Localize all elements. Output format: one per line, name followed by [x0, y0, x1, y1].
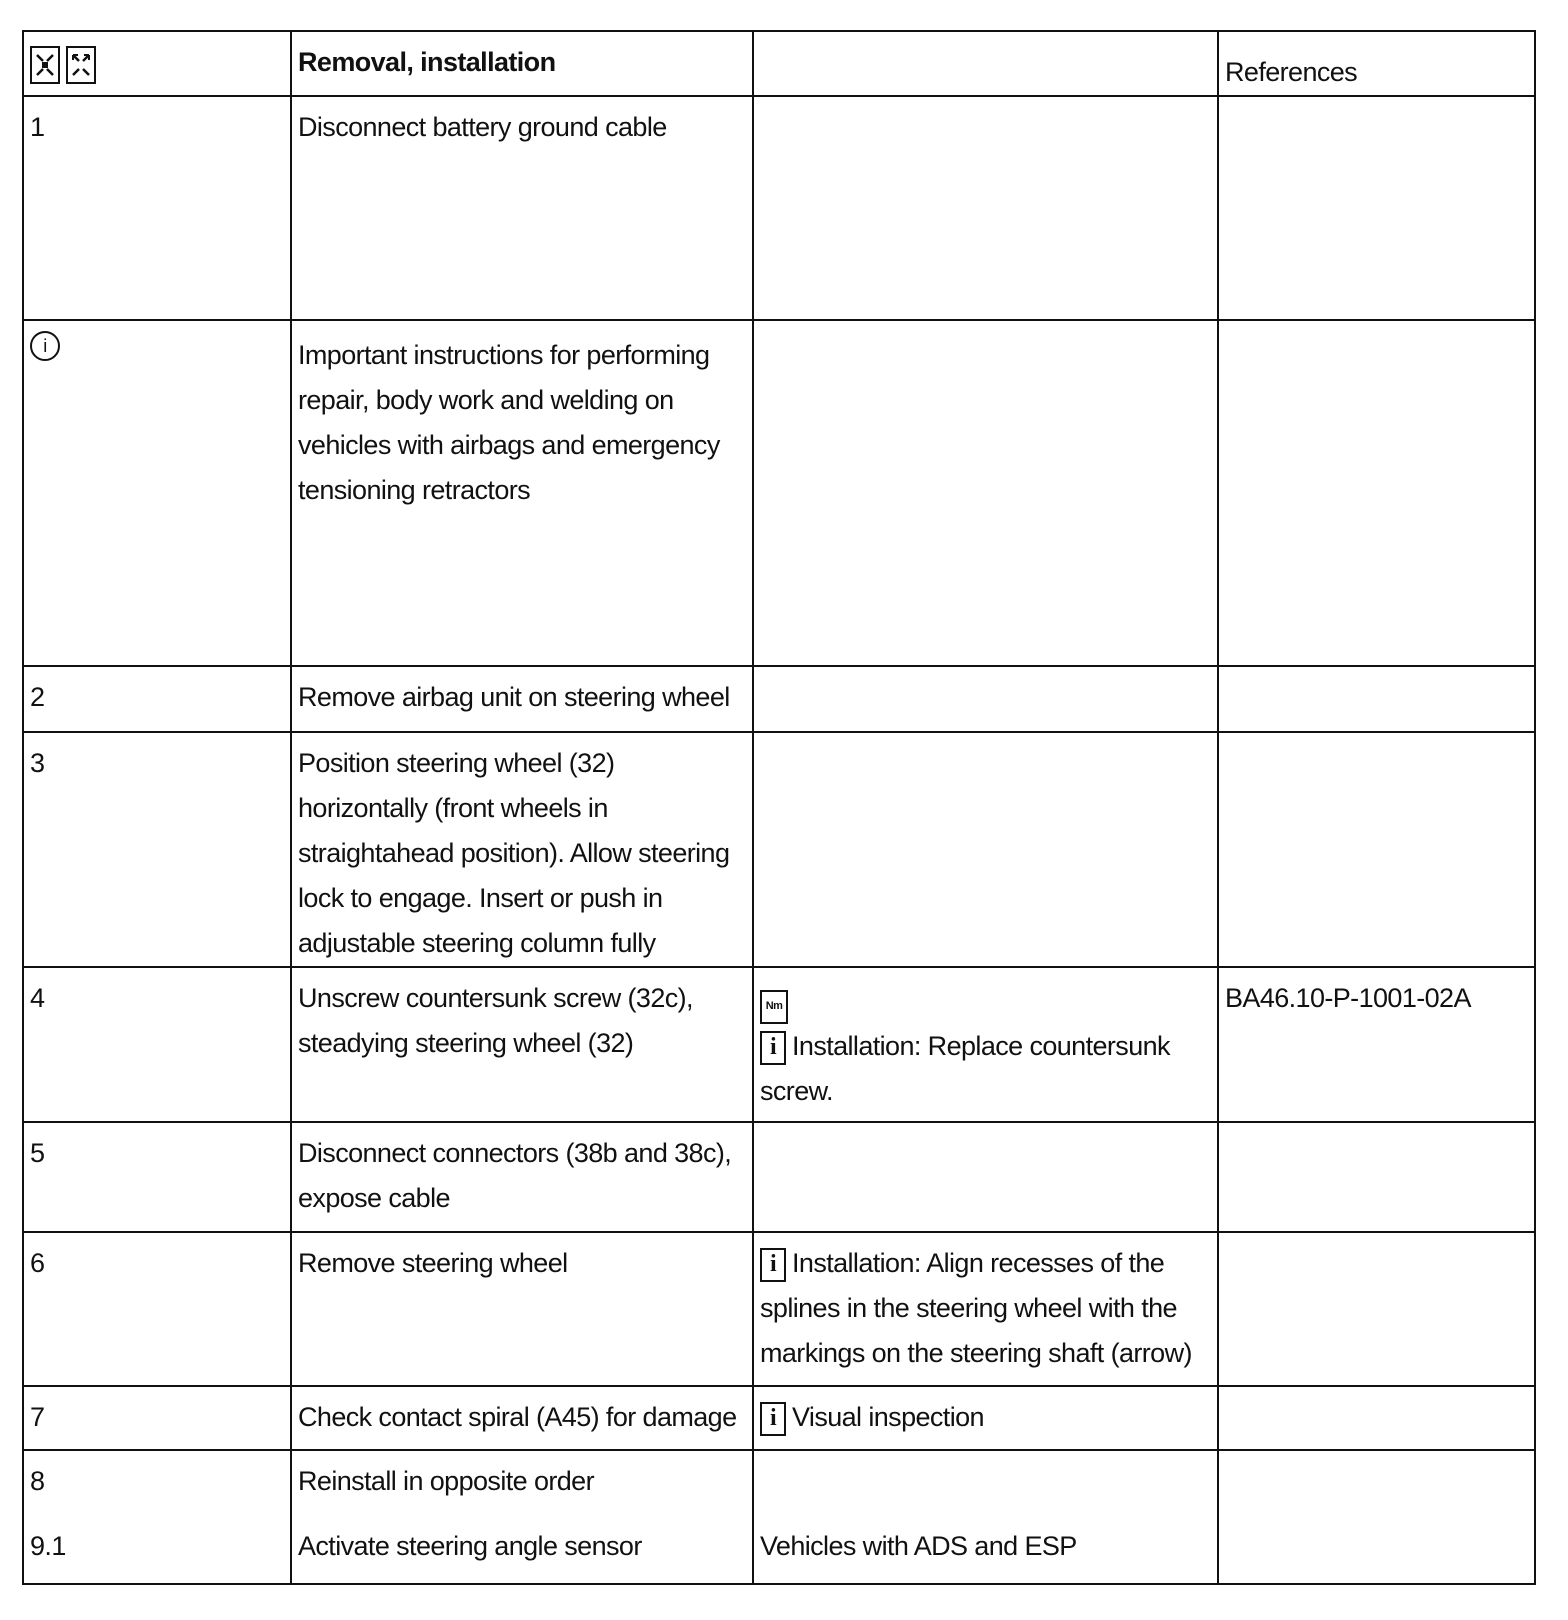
procedure-table: [22, 30, 1536, 1585]
step-description: Remove steering wheel: [298, 1248, 568, 1278]
header-row: [23, 31, 1535, 96]
step-notes: [760, 97, 1211, 105]
table-row: [23, 732, 1535, 967]
step-description: Check contact spiral (A45) for damage: [298, 1402, 737, 1432]
step-notes: [760, 1387, 1211, 1440]
step-notes: [760, 1123, 1211, 1131]
step-number: 1: [30, 112, 45, 142]
table-row: [23, 1450, 1535, 1584]
procedure-sheet: [22, 30, 1534, 1585]
step-notes: [760, 1451, 1211, 1459]
step-description: Unscrew countersunk screw (32c), steadying steering wheel (32): [298, 983, 693, 1058]
table-row: [23, 1232, 1535, 1386]
step-notes-text: Installation: Replace countersunk screw.: [760, 1031, 1170, 1106]
step-notes: [760, 733, 1211, 741]
table-row: [23, 1386, 1535, 1450]
info-icon: i: [760, 1402, 786, 1436]
table-row: [23, 96, 1535, 320]
step-notes: [760, 1024, 1211, 1114]
step-number: 2: [30, 682, 45, 712]
step-reference[interactable]: BA46.10-P-1001-02A: [1225, 983, 1471, 1013]
step-reference: [1225, 321, 1528, 329]
step-description: Reinstall in opposite order: [298, 1466, 594, 1496]
step-number: 5: [30, 1138, 45, 1168]
torque-line: [760, 968, 1211, 1024]
header-icons-cell: [23, 31, 291, 96]
step-notes: [760, 321, 1211, 329]
step-notes-text: Visual inspection: [792, 1402, 984, 1432]
step-reference: [1225, 1451, 1528, 1459]
step-description: Important instructions for performing repair, body work and welding on vehicles with airbags and emergency tensioning retractors: [298, 340, 720, 505]
table-row: [23, 666, 1535, 732]
torque-icon: Nm: [760, 990, 788, 1024]
header-title: Removal, installation: [291, 31, 753, 96]
removal-icon: [30, 46, 60, 84]
step-description: Activate steering angle sensor: [298, 1531, 642, 1561]
step-notes-text: Installation: Align recesses of the splines in the steering wheel with the markings on the steering shaft (arrow): [760, 1248, 1192, 1368]
step-description: Disconnect connectors (38b and 38c), expose cable: [298, 1138, 732, 1213]
step-reference: [1225, 1233, 1528, 1241]
step-number: 8: [30, 1466, 45, 1496]
header-notes: [753, 31, 1218, 96]
step-reference: [1225, 1387, 1528, 1395]
step-number: 6: [30, 1248, 45, 1278]
step-notes: [760, 1233, 1211, 1376]
step-reference: [1225, 733, 1528, 741]
table-row: [23, 967, 1535, 1122]
installation-icon: [66, 46, 96, 84]
table-row: [23, 320, 1535, 666]
step-reference: [1225, 1123, 1528, 1131]
step-number: 9.1: [30, 1531, 66, 1561]
step-description: Remove airbag unit on steering wheel: [298, 682, 730, 712]
step-description: Disconnect battery ground cable: [298, 112, 667, 142]
table-row: [23, 1122, 1535, 1232]
info-icon: i: [760, 1248, 786, 1282]
step-reference: [1225, 97, 1528, 105]
step-number: 3: [30, 748, 45, 778]
step-reference: [1225, 667, 1528, 675]
step-description: Position steering wheel (32) horizontally (front wheels in straightahead position). Allow steering lock to engage. Insert or push in adjustable steering column fully: [298, 748, 730, 958]
info-icon: i: [760, 1031, 786, 1065]
step-notes: Vehicles with ADS and ESP: [760, 1531, 1077, 1561]
caution-icon: i: [30, 331, 60, 361]
header-references: References: [1218, 31, 1535, 96]
step-number: 7: [30, 1402, 45, 1432]
step-notes: [760, 667, 1211, 675]
step-number: 4: [30, 983, 45, 1013]
